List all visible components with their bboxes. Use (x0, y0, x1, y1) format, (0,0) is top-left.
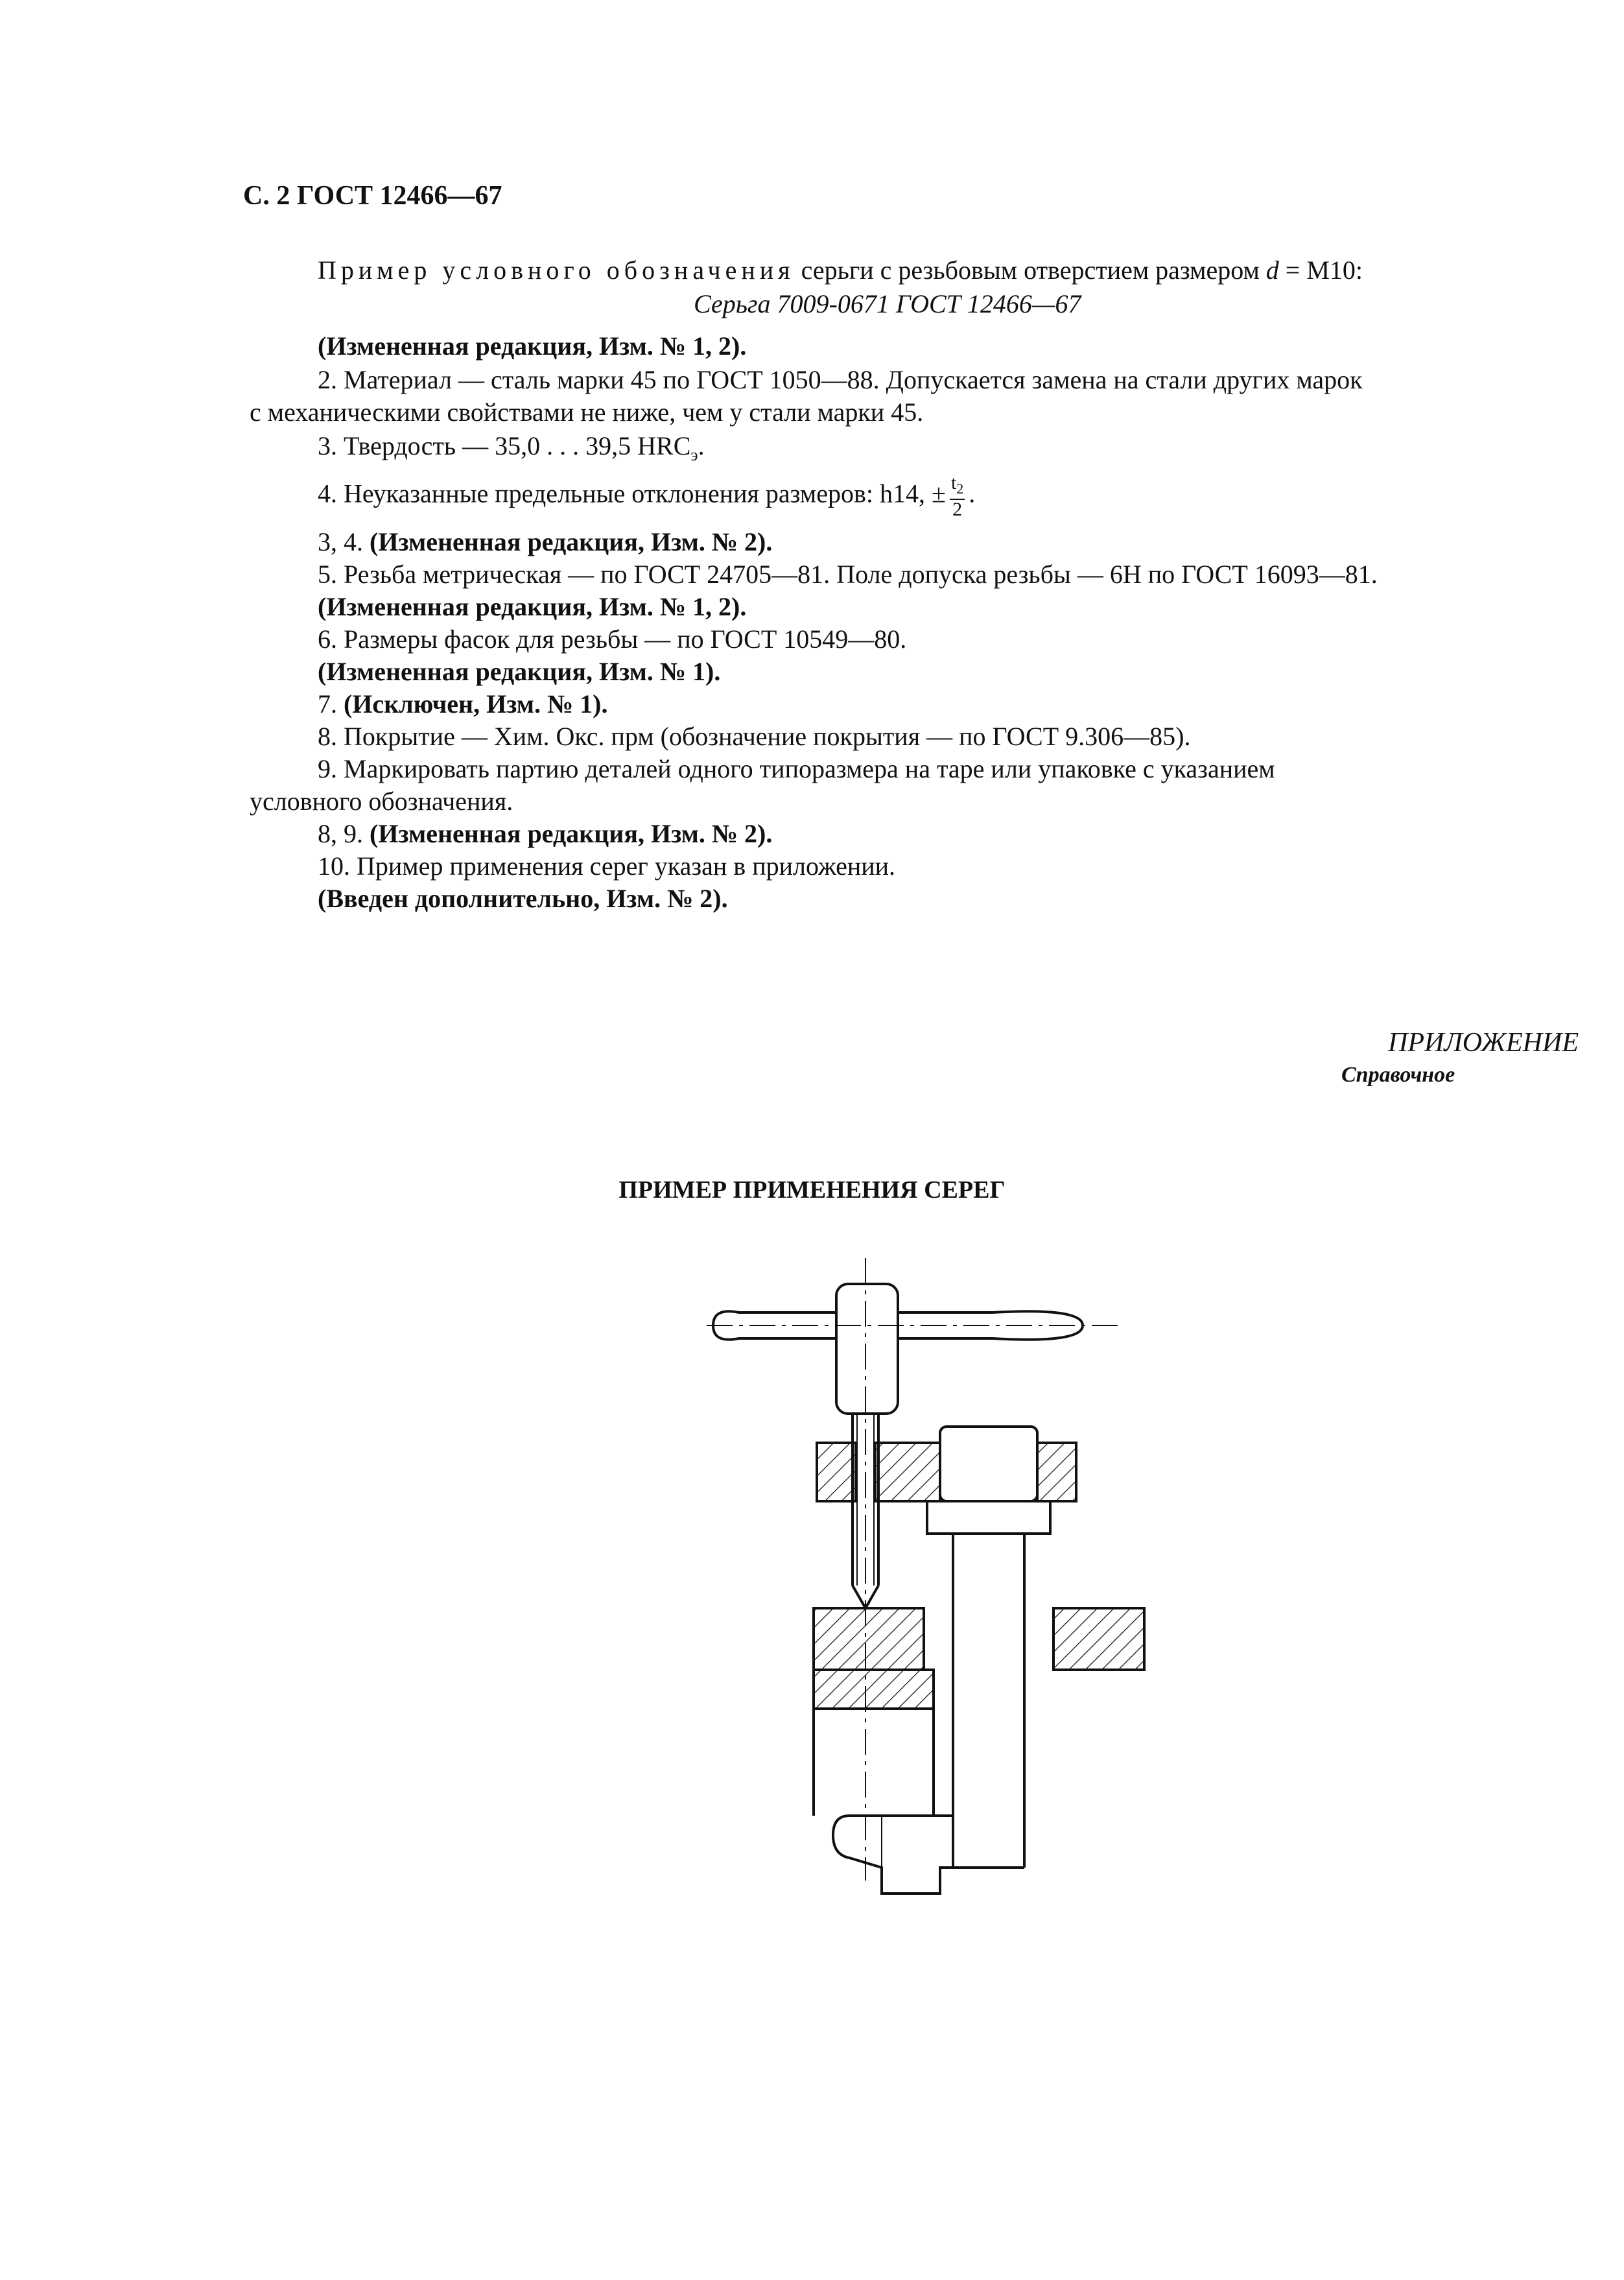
assembly-drawing (668, 1245, 1160, 1919)
frac-num: t (950, 472, 957, 493)
text-line-12: 8. Покрытие — Хим. Окс. прм (обозначение покрытия — по ГОСТ 9.306—85). (318, 722, 1191, 751)
text-line-8: (Измененная редакция, Изм. № 1, 2). (318, 592, 747, 621)
example-eq: = M10: (1278, 255, 1363, 285)
example-label: Пример условного обозначения (318, 255, 795, 285)
text-line-9: 6. Размеры фасок для резьбы — по ГОСТ 10549—80. (318, 624, 907, 654)
hardness-sub: э (690, 445, 698, 464)
example-designation: Серьга 7009-0671 ГОСТ 12466—67 (694, 289, 1081, 318)
ref-note-2: (Измененная редакция, Изм. № 2). (370, 819, 773, 848)
text-line-5 (318, 473, 975, 519)
drawing-lines (707, 1258, 1144, 1894)
ref-note: (Измененная редакция, Изм. № 2). (370, 527, 773, 556)
appendix-title: ПРИЛОЖЕНИЕ (1388, 1028, 1579, 1058)
excluded-note: (Исключен, Изм. № 1). (344, 689, 608, 718)
tolerance-end: . (969, 479, 976, 508)
appendix-subtitle: Справочное (1341, 1063, 1455, 1087)
frac-num-sub: 2 (956, 481, 964, 497)
item-number: 7. (318, 689, 344, 718)
text-line-14: условного обозначения. (250, 787, 513, 816)
ref-numbers-2: 8, 9. (318, 819, 370, 848)
text-line-6 (318, 527, 772, 557)
tolerance-fraction (950, 473, 965, 519)
frac-den: 2 (952, 499, 963, 520)
text-line-2: 2. Материал — сталь марки 45 по ГОСТ 1050—88. Допускается замена на стали других марок (318, 365, 1363, 394)
text-line-15 (318, 818, 772, 849)
text-line-3: с механическими свойствами не ниже, чем у стали марки 45. (250, 398, 924, 427)
appendix-heading (1319, 1027, 1579, 1091)
text-line-7: 5. Резьба метрическая — по ГОСТ 24705—81. Поле допуска резьбы — 6H по ГОСТ 16093—81. (318, 560, 1378, 589)
tolerance-text: 4. Неуказанные предельные отклонения размеров: h14, ± (318, 479, 946, 508)
ref-numbers: 3, 4. (318, 527, 370, 556)
text-line-16: 10. Пример применения серег указан в приложении. (318, 851, 896, 881)
text-line-10: (Измененная редакция, Изм. № 1). (318, 657, 721, 686)
example-line (318, 255, 1363, 285)
section-title: ПРИМЕР ПРИМЕНЕНИЯ СЕРЕГ (618, 1176, 1006, 1204)
text-line-17: (Введен дополнительно, Изм. № 2). (318, 884, 728, 913)
text-line-4 (318, 431, 705, 465)
hardness-end: . (698, 431, 705, 460)
hardness-text: 3. Твердость — 35,0 . . . 39,5 HRC (318, 431, 691, 460)
text-line-11 (318, 689, 607, 719)
text-line-13: 9. Маркировать партию деталей одного типоразмера на таре или упаковке с указанием (318, 754, 1275, 783)
text-line-1: (Измененная редакция, Изм. № 1, 2). (318, 331, 747, 361)
example-var: d (1265, 255, 1279, 285)
example-text: серьги с резьбовым отверстием размером (801, 255, 1260, 285)
page-header: С. 2 ГОСТ 12466—67 (243, 181, 502, 211)
